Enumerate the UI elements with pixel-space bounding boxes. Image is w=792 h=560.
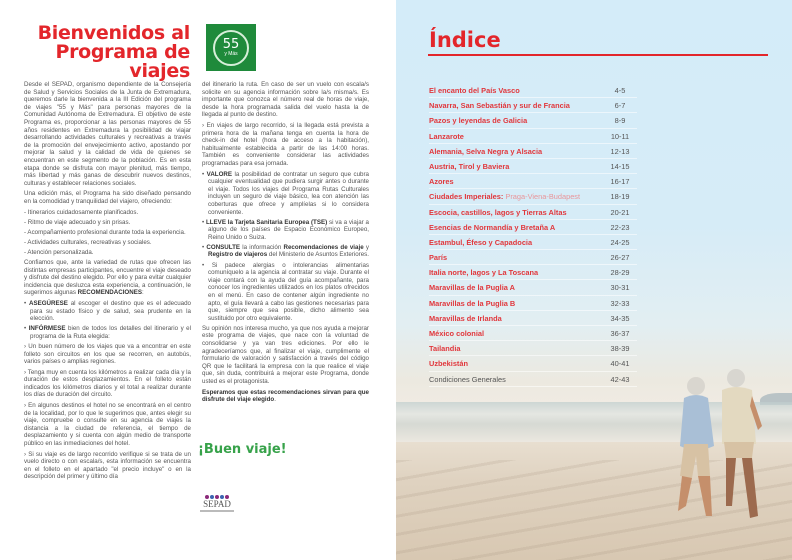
toc-label: Maravillas de la Puglia A: [429, 283, 515, 293]
rec-keyword: Registro de viajeros: [208, 251, 268, 259]
right-page: [396, 0, 792, 560]
toc-pages: 38-39: [610, 344, 630, 354]
rec-text: del Ministerio de Asuntos Exteriores.: [267, 251, 369, 259]
toc-pages: 4-5: [614, 86, 626, 95]
toc-label: Navarra, San Sebastián y sur de Francia: [429, 101, 570, 111]
toc-pages: 30-31: [610, 283, 630, 293]
toc-pages: 16-17: [610, 177, 630, 187]
recommendation-item: • VALORE la posibilidad de contratar un seguro que cubra cualquier eventualidad que pudiera surgir antes o durante el viaje. Todos los viajes del Programa Rutas Culturales incluyen un seguro de viaje básico, lea con atención las coberturas que ofrece y amplíelas si lo considera conveniente.: [202, 170, 369, 216]
toc-label: Tailandia: [429, 344, 461, 354]
toc-pages: 6-7: [614, 101, 626, 111]
sub-text: Si su viaje es de largo recorrido verifique si se trata de un vuelo directo o con escala/s, esta información se encuentra en el folleto en el apartado "el precio incluye" o en la descripción del primer y último día: [24, 450, 191, 481]
toc-label: Pazos y leyendas de Galicia: [429, 116, 528, 126]
closing-dot: .: [274, 396, 276, 404]
toc-pages: 12-13: [610, 146, 630, 156]
recommendation-item: • INFÓRMESE bien de todos los detalles del itinerario y el programa de la Ruta elegida:: [24, 325, 191, 340]
toc-row[interactable]: [429, 235, 637, 250]
sepad-logo-text: SEPAD: [203, 499, 231, 509]
toc-row[interactable]: [429, 83, 637, 98]
sub-item: › Si su viaje es de largo recorrido verifique si se trata de un vuelo directo o con escala/s, esta información se encuentra en el folleto en el apartado "el precio incluye" o en la descripción del primer y último día: [24, 450, 191, 481]
index-title-rule: [428, 54, 768, 56]
rec-keyword: CONSULTE: [206, 243, 240, 251]
title-line: Programa de: [55, 41, 190, 63]
toc-row[interactable]: [429, 265, 637, 280]
sub-text: En viajes de largo recorrido, si la llegada está prevista a primera hora de la mañana tenga en cuenta la hora de check-in del hotel (hora de acceso a la habitación), habitualmente establecida a partir de las 14:00 horas. También es conveniente considerar las actividades programadas para esa jornada.: [202, 121, 369, 167]
page-title: [38, 24, 190, 81]
toc-pages: 26-27: [610, 253, 630, 263]
sub-text: Un buen número de los viajes que va a encontrar en este folleto son circuitos en los que se recorren, en autobús, varios países o amplias regiones.: [24, 342, 191, 366]
rec-text: si va a viajar a alguno de los países de Espacio Económico Europeo, Reino Unido o Suiza.: [208, 218, 369, 241]
logo-ring: [213, 30, 249, 66]
toc-pages: 28-29: [610, 268, 630, 278]
logo-number: 55: [222, 37, 240, 52]
title-line: viajes: [129, 60, 190, 82]
toc-pages: 32-33: [610, 298, 630, 308]
continued-text: del itinerario la ruta. En caso de ser un vuelo con escala/s solicite en su agencia información sobre la/s misma/s. Es importante que conozca el número real de horas de viaje, desde la hora programada salida del vuelo hasta la de llegada al punto de destino.: [202, 81, 369, 119]
toc-row[interactable]: [429, 326, 637, 341]
buen-viaje-heading: ¡Buen viaje!: [198, 442, 287, 457]
intro-paragraph: Confiamos que, ante la variedad de rutas que ofrecen las distintas empresas participantes, encuentre el viaje deseado y disfrute del destino elegido. Por ello y para evitar cualquier incidencia que desluzca esta experiencia, a continuación, le sugerimos algunas RECOMENDACIONES:: [24, 258, 191, 297]
toc-label: Alemania, Selva Negra y Alsacia: [429, 146, 543, 156]
toc-pages: 36-37: [610, 329, 630, 338]
toc-label: Lanzarote: [429, 131, 464, 141]
offers-list: [24, 209, 191, 257]
toc-label: París: [429, 253, 448, 263]
toc-label: Azores: [429, 177, 454, 187]
toc-label: [429, 189, 580, 203]
toc-label: Italia norte, lagos y La Toscana: [429, 268, 539, 278]
recommendations-list: [202, 171, 369, 323]
toc-pages: 22-23: [610, 222, 630, 232]
toc-pages: 20-21: [610, 207, 630, 217]
toc-pages: 18-19: [610, 192, 630, 202]
toc-row[interactable]: [429, 372, 637, 387]
recommendation-item: • Si padece alergias o intolerancias alimentarias comuníquelo a la agencia al contratar su viaje. Durante el viaje contará con la ayuda del guía acompañante, para conocer los ingredientes utilizados en los platos ofrecidos en el menú. En caso de contener algún ingrediente no apto, el guía llevará a cabo las gestiones necesarias para que, siempre que sea posible, dicho alimento sea sustituido por otro equivalente.: [202, 261, 369, 322]
sub-text: En algunos destinos el hotel no se encontrará en el centro de la localidad, por lo que le sugerimos que, antes elegir su viaje, compruebe o consulte en su agencia de viajes la distancia a la ciudad de referencia, el tiempo de desplazamiento y si cuenta con algún medio de transporte público en las inmediaciones del hotel.: [24, 402, 191, 448]
toc-pages: 8-9: [614, 116, 626, 126]
couple-walking-photo-icon: [666, 366, 776, 556]
sub-item: › Tenga muy en cuenta los kilómetros a realizar cada día y la duración de estos desplazamientos. En el folleto están indicados los kilómetros diarios y el total a realizar durante los días de duración del circuito.: [24, 368, 191, 399]
toc-row[interactable]: [429, 129, 637, 144]
55-y-mas-logo-icon: [206, 24, 256, 71]
paragraph-text: Confiamos que, ante la variedad de rutas que ofrecen las distintas empresas participantes, encuentre el viaje deseado y disfrute del destino elegido. Por ello y para evitar cualquier incidencia que desluzca esta experiencia, a continuación, le sugerimos algunas: [24, 258, 191, 297]
text-column-1: [24, 81, 191, 484]
toc-row[interactable]: [429, 220, 637, 235]
toc-row[interactable]: [429, 205, 637, 220]
recommendations-list: [24, 300, 191, 340]
sepad-underline: [200, 510, 234, 512]
list-item: - Actividades culturales, recreativas y sociales.: [24, 238, 152, 246]
toc-label: Escocia, castillos, lagos y Tierras Altas: [429, 207, 567, 217]
toc-row[interactable]: [429, 341, 637, 356]
rec-text: bien de todos los detalles del itinerario y el programa de la Ruta elegida:: [30, 325, 191, 340]
toc-pages: 10-11: [610, 131, 630, 141]
toc-pages: 24-25: [610, 237, 630, 247]
sub-item: › En viajes de largo recorrido, si la llegada está prevista a primera hora de la mañana tenga en cuenta la hora de check-in del hotel (hora de acceso a la habitación), habitualmente establecida a partir de las 14:00 horas. También es conveniente considerar las actividades programadas para esa jornada.: [202, 121, 369, 167]
table-of-contents: [429, 83, 637, 387]
intro-paragraph: Una edición más, el Programa ha sido diseñado pensando en la comodidad y tranquilidad del viajero, ofreciendo:: [24, 190, 191, 205]
toc-label: El encanto del País Vasco: [429, 86, 520, 95]
toc-row[interactable]: [429, 189, 637, 204]
toc-label: Maravillas de la Puglia B: [429, 298, 516, 308]
toc-label: Estambul, Éfeso y Capadocia: [429, 237, 533, 247]
closing-paragraph: [202, 389, 369, 404]
toc-label: Condiciones Generales: [429, 374, 506, 384]
toc-row[interactable]: [429, 98, 637, 113]
recommendation-item: • LLEVE la Tarjeta Sanitaria Europea (TSE) si va a viajar a alguno de los países de Espacio Económico Europeo, Reino Unido o Suiza.: [202, 218, 369, 241]
recommendation-item: • CONSULTE la información Recomendaciones de viaje y Registro de viajeros del Ministerio de Asuntos Exteriores.: [202, 243, 369, 259]
rec-keyword: INFÓRMESE: [28, 325, 66, 333]
sepad-logo-icon: [200, 495, 234, 523]
toc-label: Maravillas de Irlanda: [429, 313, 502, 323]
toc-row[interactable]: [429, 296, 637, 311]
toc-row[interactable]: [429, 174, 637, 189]
toc-pages: 42-43: [610, 374, 630, 384]
toc-row[interactable]: [429, 311, 637, 326]
sub-item: › Un buen número de los viajes que va a encontrar en este folleto son circuitos en los que se recorren, en autobús, varios países o amplias regiones.: [24, 342, 191, 366]
toc-pages: 40-41: [610, 359, 630, 369]
toc-sublabel: Praga-Viena-Budapest: [505, 192, 581, 202]
rec-text: la posibilidad de contratar un seguro que cubra cualquier eventualidad que pudiera surgir antes o durante el viaje. Todos los viajes del Programa Rutas Culturales incluyen un seguro de viaje básico, lea con atención las coberturas que ofrece y amplíelas si lo considera conveniente.: [208, 170, 369, 216]
toc-row[interactable]: [429, 356, 637, 371]
toc-row[interactable]: [429, 250, 637, 265]
sub-text: Tenga muy en cuenta los kilómetros a realizar cada día y la duración de estos desplazamientos. En el folleto están indicados los kilómetros diarios y el total a realizar durante los días de duración del circuito.: [24, 368, 191, 399]
rec-text: la información: [239, 243, 284, 251]
rec-text: Si padece alergias o intolerancias alimentarias comuníquelo a la agencia al contratar su viaje. Durante el viaje contará con la ayuda del guía acompañante, para conocer los ingredientes utilizados en los platos ofrecidos en el menú. En caso de contener algún ingrediente no apto, el guía llevará a cabo las gestiones necesarias para que, siempre que sea posible, dicho alimento sea sustituido por otro equivalente.: [208, 261, 369, 322]
rec-text: al escoger el destino que es el adecuado para su estado físico y de salud, sea prudente en la elección.: [30, 299, 191, 323]
logo-subtitle: y Más: [224, 51, 238, 57]
toc-pages: 34-35: [610, 313, 630, 323]
title-line: Bienvenidos al: [37, 22, 190, 44]
rec-text: y: [363, 243, 369, 251]
toc-label: México colonial: [429, 329, 485, 338]
toc-row[interactable]: [429, 280, 637, 295]
toc-row[interactable]: [429, 144, 637, 159]
rec-keyword: Recomendaciones de viaje: [283, 243, 364, 251]
recommendations-label: RECOMENDACIONES: [77, 289, 142, 297]
toc-pages: 14-15: [610, 161, 630, 171]
closing-text: Esperamos que estas recomendaciones sirvan para que disfrute del viaje elegido: [202, 388, 369, 404]
sub-item: › En algunos destinos el hotel no se encontrará en el centro de la localidad, por lo que le sugerimos que, antes elegir su viaje, compruebe o consulte en su agencia de viajes la distancia a la ciudad de referencia, el tiempo de desplazamiento y si cuenta con algún medio de transporte público en las inmediaciones del hotel.: [24, 402, 191, 448]
rec-keyword: ASEGÚRESE: [29, 299, 68, 307]
intro-paragraph: Desde el SEPAD, organismo dependiente de la Consejería de Salud y Servicios Sociales de la Junta de Extremadura, queremos darle la bienvenida a la III Edición del programa de viajes "55 y Más" para personas mayores de la Comunidad Autónoma de Extremadura. El objetivo de este Programa es, proporcionar a las personas mayores de 55 años residentes en Extremadura la posibilidad de viajar desarrollando actividades culturales y recreativas a través de la promoción del envejecimiento activo, apostando por mejorar la salud y la calidad de vida de quienes se encuentran en este segmento de la población. Es en esta etapa donde se disfruta con mayor plenitud, más tiempo, más libertad y más ganas de descubrir nuevos destinos, culturas y establecer relaciones sociales.: [24, 81, 191, 187]
list-item: - Atención personalizada.: [24, 248, 94, 256]
index-title: Índice: [429, 28, 501, 52]
toc-row[interactable]: [429, 159, 637, 174]
list-item: - Acompañamiento profesional durante toda la experiencia.: [24, 228, 186, 236]
text-column-2: [202, 81, 369, 407]
toc-row[interactable]: [429, 113, 637, 128]
list-item: - Itinerarios cuidadosamente planificados.: [24, 208, 139, 216]
toc-label: Austria, Tirol y Baviera: [429, 161, 510, 171]
list-item: - Ritmo de viaje adecuado y sin prisas.: [24, 218, 131, 226]
rec-keyword: LLEVE la Tarjeta Sanitaria Europea (TSE): [206, 218, 328, 226]
opinion-paragraph: Su opinión nos interesa mucho, ya que nos ayuda a mejorar este programa de viajes, que nace con la voluntad de consolidarse y ya van tres ediciones. Por ello le agradeceríamos que, al finalizar el viaje, cumplimente el formulario de valoración y satisfacción a través del código QR que le facilitará la empresa con la que realice el viaje que, sin duda, contribuirá a mejorar este Programa, donde usted es el protagonista.: [202, 324, 369, 385]
toc-label: Uzbekistán: [429, 359, 469, 369]
rec-keyword: VALORE: [206, 170, 232, 178]
recommendation-item: • ASEGÚRESE al escoger el destino que es el adecuado para su estado físico y de salud, sea prudente en la elección.: [24, 299, 191, 323]
toc-label: Esencias de Normandía y Bretaña A: [429, 222, 556, 232]
toc-label-main: Ciudades Imperiales:: [429, 192, 506, 202]
